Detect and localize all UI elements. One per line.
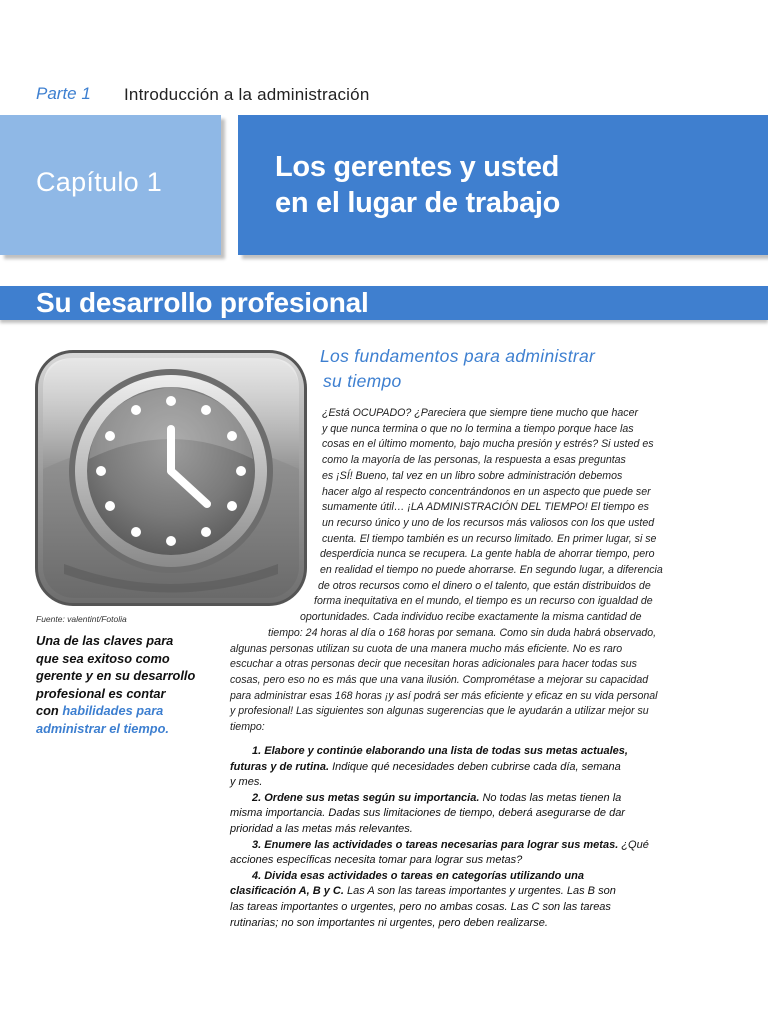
body-line: un recurso único y uno de los recursos más valiosos con los que usted [322, 516, 655, 529]
list-line [252, 839, 649, 851]
callout-line: gerente y en su desarrollo [36, 668, 196, 683]
list-line [252, 870, 584, 882]
body-line: es ¡SÍ! Bueno, tal vez en un libro sobre administración debemos [322, 469, 623, 482]
list-line [252, 745, 628, 757]
list-line-text: misma importancia. Dadas sus limitaciones de tiempo, deberá asegurarse de dar [230, 807, 625, 820]
list-line-bold: 1. Elabore y continúe elaborando una lista de todas sus metas actuales, [252, 745, 628, 757]
callout-line [36, 702, 221, 720]
part-title: Introducción a la administración [124, 85, 370, 104]
list-line-text: prioridad a las metas más relevantes. [230, 823, 413, 835]
article-heading-line-2: su tiempo [323, 371, 402, 391]
callout-line: Una de las claves para [36, 633, 174, 648]
list-line-text: las tareas importantes o urgentes, pero no ambas cosas. Las C son las tareas [230, 901, 611, 913]
body-line: hacer algo al respecto concentrándonos en un aspecto que puede ser [322, 485, 651, 498]
body-line: para administrar esas 168 horas ¡y así podrá ser más eficiente y eficaz en su vida personal [230, 689, 658, 702]
list-line [230, 823, 413, 835]
body-line: como la mayoría de las personas, la respuesta a esas preguntas [322, 454, 626, 467]
list-line-text: Indique qué necesidades deben cubrirse cada día, semana [329, 760, 621, 773]
callout-line: que sea exitoso como [36, 650, 170, 666]
list-line-text: y mes. [230, 776, 263, 789]
body-line: escuchar a otras personas decir que necesitan horas adicionales para hacer todas sus [230, 658, 637, 671]
callout-text [36, 632, 221, 737]
chapter-title-line-2: en el lugar de trabajo [275, 187, 561, 219]
list-line [230, 807, 625, 819]
list-line [230, 761, 621, 773]
list-line [230, 885, 616, 897]
body-line: y profesional! Las siguientes son algunas sugerencias que le ayudarán a utilizar mejor su [230, 705, 649, 718]
chapter-label: Capítulo 1 [36, 167, 163, 197]
list-line-text: No todas las metas tienen la [479, 791, 622, 804]
list-line-bold: futuras y de rutina. [230, 760, 330, 773]
list-line-text: acciones específicas necesita tomar para lograr sus metas? [230, 854, 523, 867]
list-line [252, 792, 621, 804]
body-line: cosas en el último momento, bajo mucha presión y estrés? Si usted es [322, 438, 654, 451]
list-line [230, 776, 262, 788]
callout-prefix: con [36, 703, 63, 718]
figure-credit: Fuente: valentint/Fotolia [36, 614, 127, 624]
body-line: ¿Está OCUPADO? ¿Pareciera que siempre tiene mucho que hacer [322, 407, 638, 419]
chapter-title-box [238, 115, 768, 255]
body-line: desperdicia nunca se recupera. La gente habla de ahorrar tiempo, pero [320, 548, 655, 561]
list-line-bold: 3. Enumere las actividades o tareas necesarias para lograr sus metas. [252, 838, 619, 851]
list-line-text: Las A son las tareas importantes y urgentes. Las B son [343, 885, 616, 898]
body-line: cuenta. El tiempo también es un recurso limitado. En primer lugar, si se [322, 532, 657, 545]
article-heading-line-1: Los fundamentos para administrar [320, 346, 596, 366]
chapter-title-line-1: Los gerentes y usted [275, 151, 560, 183]
body-line: tiempo: [230, 721, 265, 733]
body-line: y que nunca termina o que no lo termina a tiempo porque hace las [322, 422, 634, 435]
list-line-bold: clasificación A, B y C. [230, 885, 344, 898]
body-line: sumamente útil… ¡LA ADMINISTRACIÓN DEL TIEMPO! El tiempo es [322, 501, 649, 514]
body-line: algunas personas utilizan su cuota de una manera mucho más eficiente. No es raro [230, 642, 623, 655]
body-line: tiempo: 24 horas al día o 168 horas por semana. Como sin duda habrá observado, [268, 626, 657, 639]
callout-line: profesional es contar [36, 685, 166, 701]
list-line-text: ¿Qué [618, 838, 649, 851]
body-line: oportunidades. Cada individuo recibe exactamente la misma cantidad de [300, 611, 642, 624]
callout-highlight-2: administrar el tiempo. [36, 720, 169, 736]
list-line-bold: 4. Divida esas actividades o tareas en categorías utilizando una [252, 869, 584, 882]
clock-icon [34, 349, 308, 607]
body-line: en realidad el tiempo no puede ahorrarse. En segundo lugar, a diferencia [320, 564, 663, 576]
list-line [230, 854, 522, 866]
body-line: de otros recursos como el dinero o el talento, que están distribuidos de [318, 579, 651, 592]
list-line [230, 901, 611, 913]
list-line [230, 917, 548, 929]
body-line: forma inequitativa en el mundo, el tiempo es un recurso con igualdad de [314, 595, 653, 608]
callout-highlight: habilidades para [62, 703, 164, 718]
list-line-text: rutinarias; no son importantes ni urgentes, pero deben realizarse. [230, 916, 548, 929]
part-label: Parte 1 [36, 84, 91, 103]
list-line-bold: 2. Ordene sus metas según su importancia. [252, 791, 480, 804]
section-title: Su desarrollo profesional [36, 287, 369, 318]
body-line: cosas, pero eso no es más que una vana ilusión. Comprométase a mejorar su capacidad [230, 673, 649, 686]
